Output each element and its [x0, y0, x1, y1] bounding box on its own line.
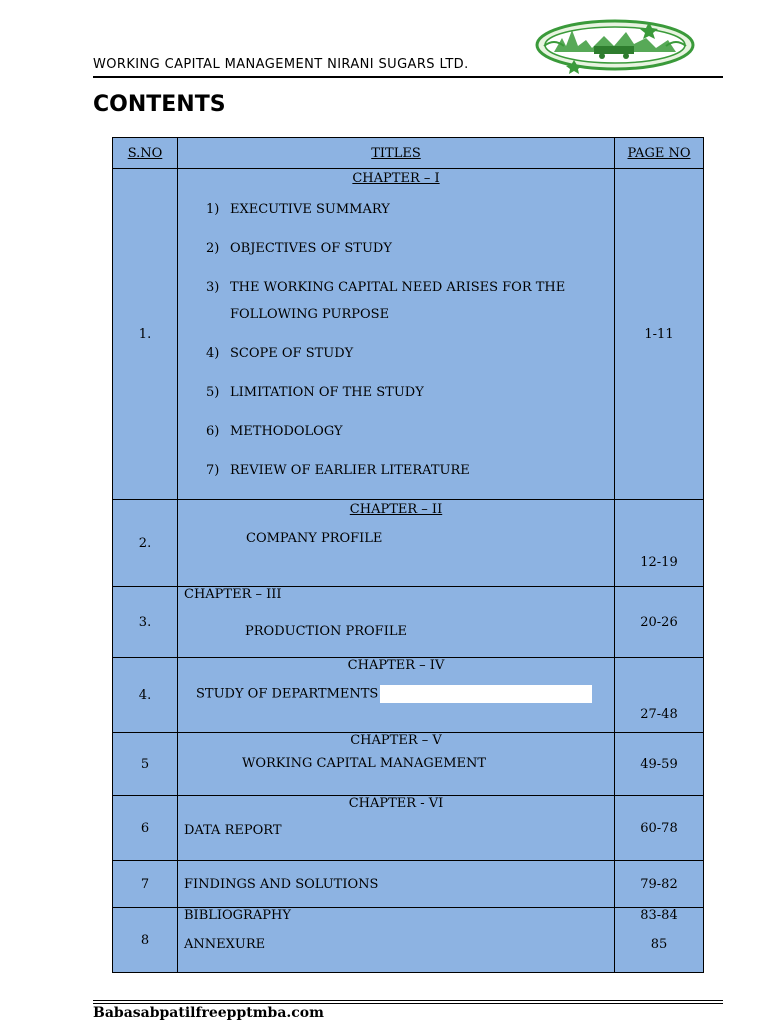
row-page: 27-48 — [615, 658, 704, 733]
table-row — [113, 908, 704, 973]
table-row — [113, 587, 704, 658]
row-page: 79-82 — [615, 861, 704, 908]
row-sno: 1. — [113, 169, 178, 500]
chapter-title-2: ANNEXURE — [184, 937, 266, 952]
footer-rule — [93, 1003, 723, 1004]
footer-text: Babasabpatilfreepptmba.com — [93, 1005, 324, 1021]
row-sno: 8 — [113, 908, 178, 973]
list-item: 5) LIMITATION OF THE STUDY — [206, 385, 424, 400]
list-item: 7) REVIEW OF EARLIER LITERATURE — [206, 463, 470, 478]
chapter-heading: CHAPTER – II — [349, 502, 443, 517]
header-titles: TITLES — [178, 138, 615, 169]
row-page: 1-11 — [615, 169, 704, 500]
table-row — [113, 861, 704, 908]
row-page: 83-84 — [640, 908, 678, 923]
table-row — [113, 169, 704, 500]
list-item: 6) METHODOLOGY — [206, 424, 343, 439]
header-sno: S.NO — [113, 138, 178, 169]
chapter-title: STUDY OF DEPARTMENTS — [196, 686, 379, 702]
chapter-heading: CHAPTER - VI — [348, 796, 444, 811]
row-sno: 7 — [113, 861, 178, 908]
chapter-item-list — [178, 196, 614, 484]
footer-rule — [93, 1000, 723, 1001]
table-row — [113, 500, 704, 587]
chapter-title: WORKING CAPITAL MANAGEMENT — [242, 756, 487, 771]
chapter-heading: CHAPTER – V — [350, 733, 442, 748]
row-sno: 4. — [113, 658, 178, 733]
redaction-box — [380, 685, 592, 703]
chapter-title: PRODUCTION PROFILE — [245, 624, 407, 639]
header-title: WORKING CAPITAL MANAGEMENT NIRANI SUGARS LTD. — [93, 57, 469, 72]
list-item: 3) THE WORKING CAPITAL NEED ARISES FOR THE FOLLOWING PURPOSE — [206, 280, 566, 322]
list-item: 4) SCOPE OF STUDY — [206, 346, 354, 361]
chapter-title: DATA REPORT — [184, 823, 282, 838]
list-item: 2) OBJECTIVES OF STUDY — [206, 241, 392, 256]
chapter-heading: CHAPTER – IV — [347, 658, 445, 673]
table-row — [113, 796, 704, 861]
contents-heading: CONTENTS — [93, 92, 226, 117]
row-page-2: 85 — [650, 937, 668, 952]
row-page: 49-59 — [615, 733, 704, 796]
chapter-title: BIBLIOGRAPHY — [184, 908, 291, 923]
row-page: 20-26 — [615, 587, 704, 658]
row-page: 12-19 — [615, 500, 704, 587]
table-row — [113, 658, 704, 733]
chapter-title: FINDINGS AND SOLUTIONS — [178, 861, 615, 908]
row-page: 60-78 — [615, 796, 704, 861]
chapter-heading: CHAPTER – III — [184, 587, 282, 602]
chapter-heading: CHAPTER – I — [352, 171, 440, 186]
row-sno: 5 — [113, 733, 178, 796]
row-sno: 3. — [113, 587, 178, 658]
header-page-no: PAGE NO — [615, 138, 704, 169]
row-sno: 6 — [113, 796, 178, 861]
row-sno: 2. — [113, 500, 178, 587]
table-row — [113, 733, 704, 796]
contents-table — [112, 137, 704, 973]
chapter-title: COMPANY PROFILE — [246, 531, 383, 546]
sugar-factory-logo-icon — [534, 16, 696, 74]
header-rule — [93, 76, 723, 78]
list-item: 1) EXECUTIVE SUMMARY — [206, 202, 390, 217]
